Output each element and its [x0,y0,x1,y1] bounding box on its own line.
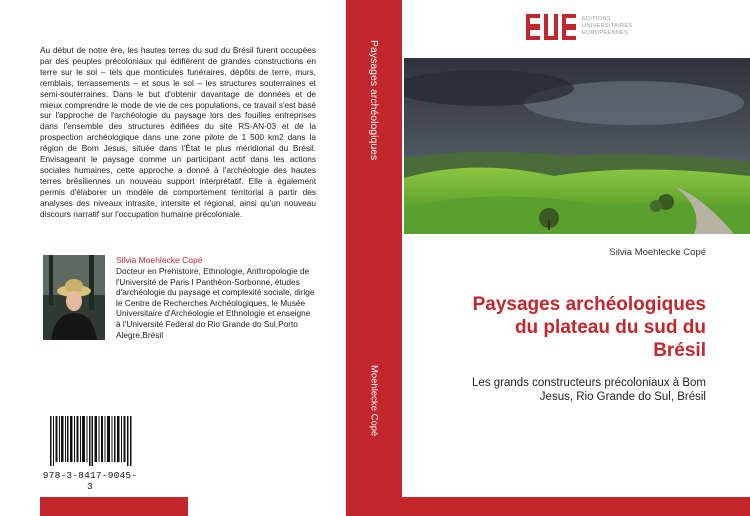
title-line-2: du plateau du sud du [514,317,706,338]
front-cover [402,0,750,516]
barcode-block [40,410,140,490]
publisher-line-2: UNIVERSITAIRES [582,23,633,29]
author-bio: Docteur en Prehistoire, Ethnologie, Anthropologie de l'Université de Paris I Panthéon-Sorbonne, études d'archéologie du paysage et complexité sociale, dirige le Centre de Recherches Archéologiques, le Musée Universitaire d'Archéologie et Ethnologie et enseigne à l'Université Federal do Rio Grande do Sul,Porto Alegre,Brésil [116,266,315,340]
publisher-logo [526,14,646,42]
eue-logo-icon [526,14,576,40]
back-blurb: Au début de notre ère, les hautes terres du sud du Brésil furent occupées par des peuples précoloniaux qui édifièrent de grandes constructions en terre sur le sol – tels que monticules funéraires, dépôts de terre, murs, remblais, terrassements – et sous le sol – les structures souterraines et semi-souterraines. Dans le but d'obtenir davantage de données et de mieux comprendre le mode de vie de ces populations, ce travail s'est basé sur l'approche de l'archéologie du paysage lors des fouilles entreprises dans l'ensemble des structures édifiées du site RS-AN-03 et de la prospection archéologique dans une zone pilote de 1 500 km2 dans la région de Bom Jesus, située dans l'État le plus méridional du Brésil. Envisageant le paysage comme un participant actif dans les actions sociales humaines, cette approche a donné à l'archéologie des hautes terres brésiliennes un nouveau support interprétatif. Elle a également permis d'élaborer un modèle de comportement territorial à partir des analyses des niveaux intrasite, intersite et régional, ainsi qu'un nouveau discours narratif sur l'occupation humaine précoloniale. [40,45,316,219]
barcode-icon [50,416,132,466]
book-title [406,293,706,362]
publisher-line-1: ÉDITIONS [582,16,611,22]
author-portrait [43,255,105,340]
book-subtitle [406,376,706,404]
publisher-name [582,16,632,37]
back-cover [0,0,346,516]
landscape-photo [404,58,750,234]
publisher-line-3: EUROPÉENNES [582,30,629,36]
front-author: Silvia Moehlecke Copé [609,247,706,258]
author-name: Silvia Moehlecke Copé [116,255,203,265]
front-red-bar [402,497,750,516]
subtitle-line-1: Les grands constructeurs précoloniaux à Bom [472,377,706,389]
spine-author: Moehlecke Copé [368,365,380,437]
subtitle-line-2: Jesus, Rio Grande do Sul, Brésil [539,391,706,403]
title-line-3: Brésil [653,340,706,361]
title-line-1: Paysages archéologiques [472,294,706,315]
isbn-number: 978-3-8417-9045-3 [42,470,138,492]
spine [346,0,402,516]
back-red-bar [40,497,188,516]
spine-title: Paysages archéologiques [368,40,380,161]
